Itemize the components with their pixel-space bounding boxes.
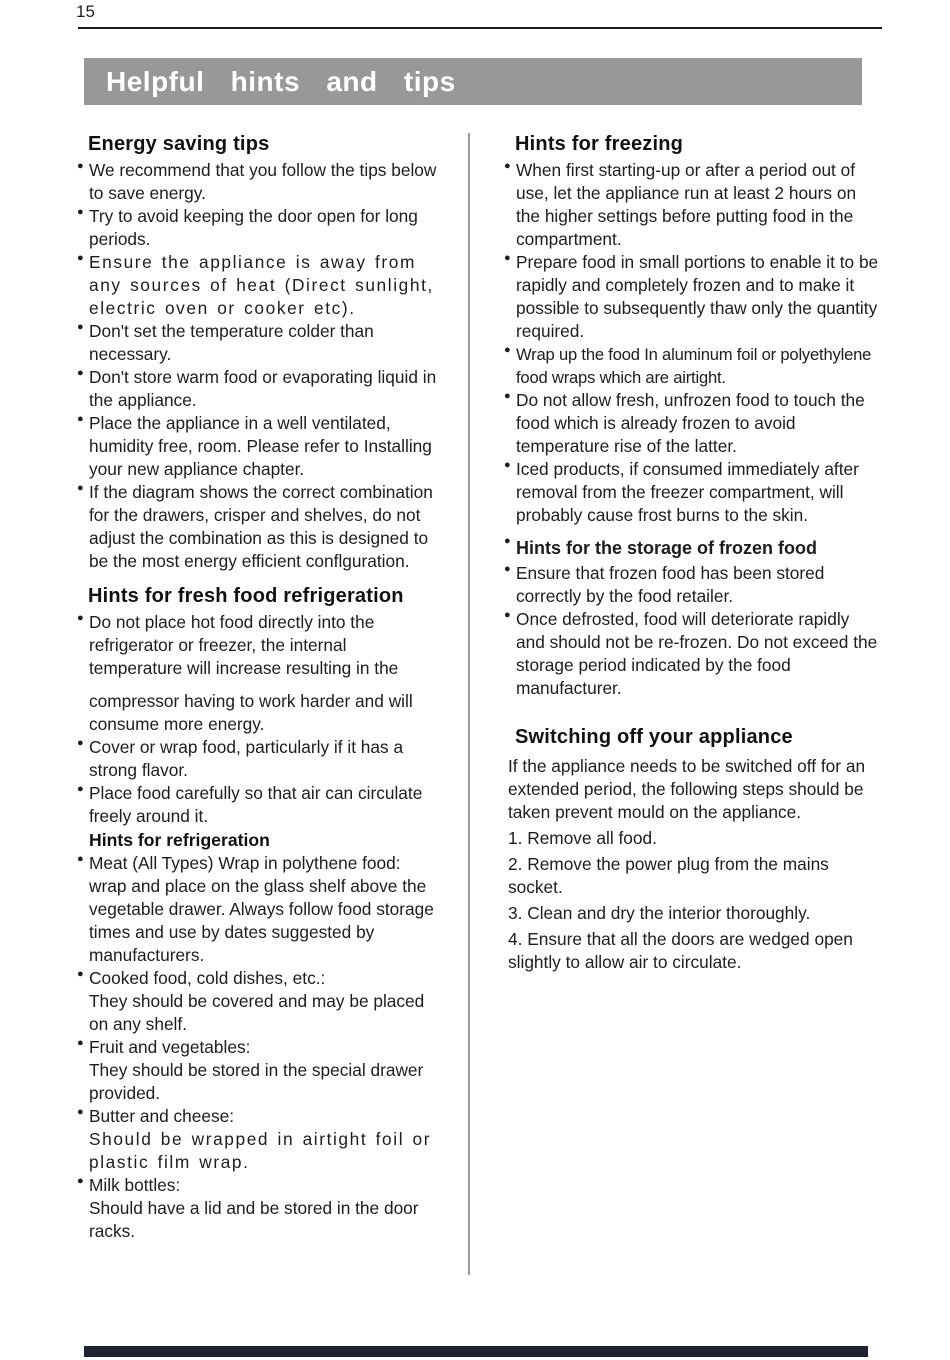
list-item-text: Fruit and vegetables:	[89, 1037, 251, 1057]
bullet-icon: ●	[77, 367, 84, 379]
bullet-icon: ●	[504, 252, 511, 264]
list-item	[78, 611, 442, 736]
bullet-icon: ●	[77, 413, 84, 425]
bullet-icon: ●	[77, 1175, 84, 1187]
list-item-text: Wrap up the food In aluminum foil or polyethylene food wraps which are airtight.	[516, 345, 876, 387]
list-item-text: Milk bottles:	[89, 1175, 181, 1195]
bullet-icon: ●	[77, 783, 84, 795]
list-item	[78, 852, 442, 967]
content-columns	[78, 133, 908, 1275]
heading-switching-off-appliance: Switching off your appliance	[515, 726, 793, 748]
list-item-text: Don't set the temperature colder than necessary.	[89, 321, 379, 364]
bullet-icon: ●	[504, 609, 511, 621]
list-item	[78, 1174, 442, 1243]
list-item	[505, 389, 882, 458]
list-item	[78, 205, 442, 251]
list-item-text: Cover or wrap food, particularly if it has a strong flavor.	[89, 737, 408, 780]
switch-off-step: 3. Clean and dry the interior thoroughly.	[508, 903, 811, 923]
heading-hints-for-freezing: Hints for freezing	[515, 133, 684, 155]
bullet-icon: ●	[77, 252, 84, 264]
list-item-continuation: They should be stored in the special drawer provided.	[89, 1060, 429, 1103]
heading-text: Hints for the storage of frozen food	[516, 538, 817, 558]
list-item-text: Once defrosted, food will deteriorate rapidly and should not be re-frozen. Do not exceed the storage period indicated by the food manufacturer.	[516, 609, 883, 698]
switch-off-step: 4. Ensure that all the doors are wedged open slightly to allow air to circulate.	[508, 929, 858, 972]
list-item-text: Cooked food, cold dishes, etc.:	[89, 968, 326, 988]
list-item	[78, 782, 442, 828]
list-item-text: Meat (All Types) Wrap in polythene food: wrap and place on the glass shelf above the vegetable drawer. Always follow food storage times and use by dates suggested by manufacturers.	[89, 853, 439, 965]
right-column	[505, 133, 900, 974]
list-item-text: When first starting-up or after a period out of use, let the appliance run at least 2 hours on the higher settings before putting food in the compartment.	[516, 160, 861, 249]
bullet-icon: ●	[77, 160, 84, 172]
heading-storage-of-frozen-food	[505, 537, 882, 560]
page-number: 15	[76, 2, 95, 21]
list-item-continuation: They should be covered and may be placed on any shelf.	[89, 991, 430, 1034]
left-column	[78, 133, 468, 1243]
bullet-icon: ●	[504, 344, 511, 356]
bullet-icon: ●	[77, 737, 84, 749]
list-item-text: Butter and cheese:	[89, 1106, 235, 1126]
bullet-icon: ●	[77, 1106, 84, 1118]
list-item	[505, 458, 882, 527]
list-item	[78, 481, 442, 573]
list-item	[505, 608, 882, 700]
list-item-text: Place food carefully so that air can circulate freely around it.	[89, 783, 428, 826]
list-item	[505, 159, 882, 251]
list-item-text: If the diagram shows the correct combination for the drawers, crisper and shelves, do not adjust the combination as this is designed to be the most energy efficient conflguration.	[89, 482, 438, 571]
list-item	[78, 320, 442, 366]
chapter-title: Helpful hints and tips	[106, 66, 456, 97]
bullet-icon: ●	[504, 160, 511, 172]
bullet-icon: ●	[504, 390, 511, 402]
list-item-text: We recommend that you follow the tips below to save energy.	[89, 160, 442, 203]
footer-bar	[84, 1346, 868, 1357]
list-item-text: Try to avoid keeping the door open for long periods.	[89, 206, 423, 249]
list-item	[78, 159, 442, 205]
list-item-text: Iced products, if consumed immediately after removal from the freezer compartment, will probably cause frost burns to the skin.	[516, 459, 864, 525]
list-item-text: Don't store warm food or evaporating liquid in the appliance.	[89, 367, 441, 410]
list-item-text: Do not allow fresh, unfrozen food to touch the food which is already frozen to avoid temperature rise of the latter.	[516, 390, 875, 456]
list-item	[78, 1105, 442, 1174]
bullet-icon: ●	[77, 853, 84, 865]
bullet-icon: ●	[504, 459, 511, 471]
bullet-icon: ●	[504, 563, 511, 575]
list-item	[78, 967, 442, 1036]
switch-off-intro: If the appliance needs to be switched off for an extended period, the following steps should be taken prevent mould on the appliance.	[508, 756, 870, 822]
list-item	[78, 251, 442, 320]
heading-fresh-food-refrigeration: Hints for fresh food refrigeration	[88, 585, 404, 607]
top-rule	[78, 27, 882, 29]
list-item	[505, 562, 882, 608]
bullet-icon: ●	[504, 535, 511, 547]
heading-energy-saving-tips: Energy saving tips	[88, 133, 270, 155]
list-item-text: Place the appliance in a well ventilated, humidity free, room. Please refer to Installing your new appliance chapter.	[89, 413, 437, 479]
list-item	[78, 366, 442, 412]
list-item	[78, 412, 442, 481]
switch-off-step: 2. Remove the power plug from the mains socket.	[508, 854, 834, 897]
list-item	[505, 343, 882, 389]
list-item-text: Ensure the appliance is away from any sources of heat (Direct sunlight, electric oven or cooker etc).	[89, 252, 443, 318]
list-item	[505, 251, 882, 343]
list-item	[78, 1036, 442, 1105]
switch-off-step: 1. Remove all food.	[508, 828, 657, 848]
bullet-icon: ●	[77, 968, 84, 980]
list-item-continuation: compressor having to work harder and will consume more energy.	[89, 691, 418, 734]
chapter-title-banner	[84, 58, 862, 105]
bullet-icon: ●	[77, 206, 84, 218]
list-item-text: Ensure that frozen food has been stored correctly by the food retailer.	[516, 563, 830, 606]
list-item-text: Prepare food in small portions to enable it to be rapidly and completely frozen and to make it possible to subsequently thaw only the quantity required.	[516, 252, 883, 341]
list-item-text: Do not place hot food directly into the refrigerator or freezer, the internal temperature will increase resulting in the	[89, 612, 399, 678]
bullet-icon: ●	[77, 482, 84, 494]
list-item-continuation: Should have a lid and be stored in the door racks.	[89, 1198, 424, 1241]
bullet-icon: ●	[77, 1037, 84, 1049]
bullet-icon: ●	[77, 321, 84, 333]
list-item	[78, 736, 442, 782]
bullet-icon: ●	[77, 612, 84, 624]
heading-hints-for-refrigeration: Hints for refrigeration	[89, 830, 270, 850]
column-divider	[468, 133, 470, 1275]
list-item-continuation: Should be wrapped in airtight foil or plastic film wrap.	[89, 1129, 440, 1172]
